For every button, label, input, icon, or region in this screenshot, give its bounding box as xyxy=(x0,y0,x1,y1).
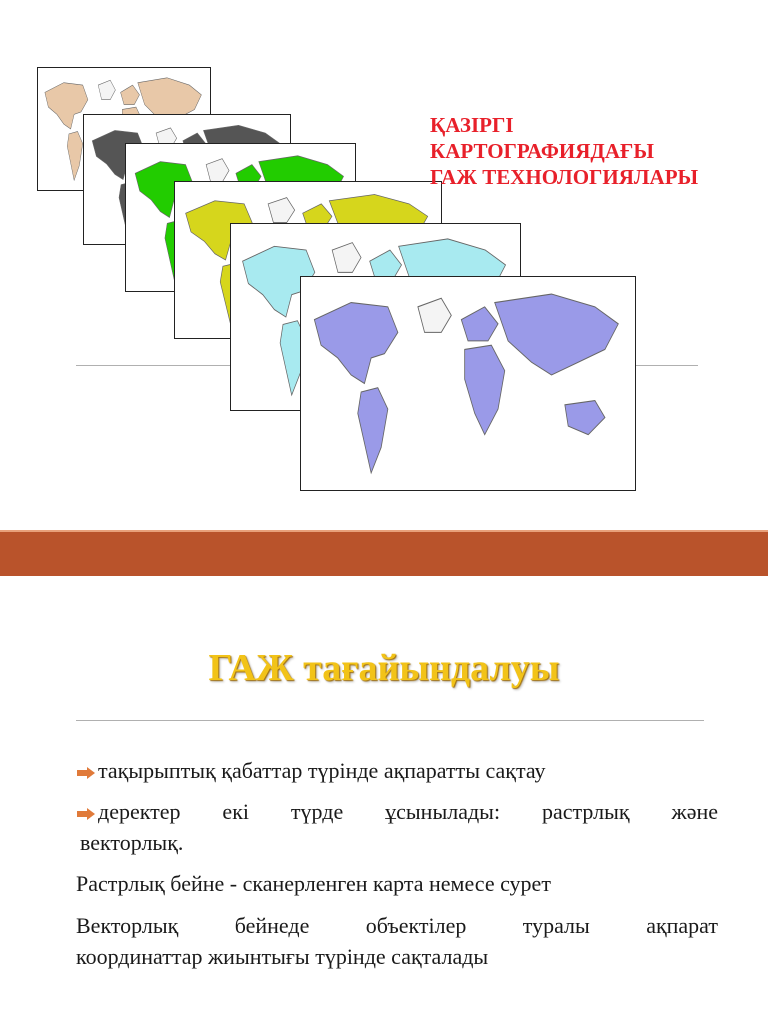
paragraph-raster-text: Растрлық бейне - сканерленген карта немесе сурет xyxy=(76,871,551,896)
bullet-item-2-continued xyxy=(80,827,722,858)
continent-shape xyxy=(465,345,505,434)
paragraph-vector-line-1 xyxy=(76,910,718,941)
map-layer-6 xyxy=(300,276,636,491)
title-line-3: ГАЖ ТЕХНОЛОГИЯЛАРЫ xyxy=(430,165,699,189)
paragraph-raster xyxy=(76,868,718,899)
continent-shape xyxy=(314,303,398,384)
continent-shape xyxy=(565,401,605,435)
bullet-item-2 xyxy=(76,796,718,827)
title-line-1: ҚАЗІРГІ xyxy=(430,113,514,137)
continent-shape xyxy=(495,294,619,375)
continent-shape xyxy=(332,243,361,273)
arrow-bullet-icon xyxy=(76,807,96,821)
title-line-2: КАРТОГРАФИЯДАҒЫ xyxy=(430,139,655,163)
bullet-text-2b: векторлық. xyxy=(80,830,184,855)
continent-shape xyxy=(121,85,140,105)
slide-separator-band xyxy=(0,532,768,576)
bullet-text-1: тақырыптық қабаттар түрінде ақпаратты сақтау xyxy=(98,758,546,783)
continent-shape xyxy=(418,298,451,332)
title-underline xyxy=(76,720,704,721)
continent-shape xyxy=(268,198,295,223)
continent-shape xyxy=(206,159,229,183)
continent-shape xyxy=(461,307,498,341)
continent-shape xyxy=(67,131,82,180)
slide-2-title: ГАЖ тағайындалуы xyxy=(208,647,560,689)
continent-shape xyxy=(98,80,115,100)
slide-1-title xyxy=(430,112,760,190)
world-map-icon xyxy=(301,277,635,490)
paragraph-vector-text-2: координаттар жиынтығы түрінде сақталады xyxy=(76,944,489,969)
bullet-item-1 xyxy=(76,755,718,786)
bullet-text-2: деректер екі түрде ұсынылады: растрлық және xyxy=(98,799,718,824)
arrow-bullet-icon xyxy=(76,766,96,780)
continent-shape xyxy=(358,388,388,473)
continent-shape xyxy=(45,83,88,129)
paragraph-vector-text-1: Векторлық бейнеде объектілер туралы ақпарат xyxy=(76,913,718,938)
paragraph-vector-line-2 xyxy=(76,941,718,972)
